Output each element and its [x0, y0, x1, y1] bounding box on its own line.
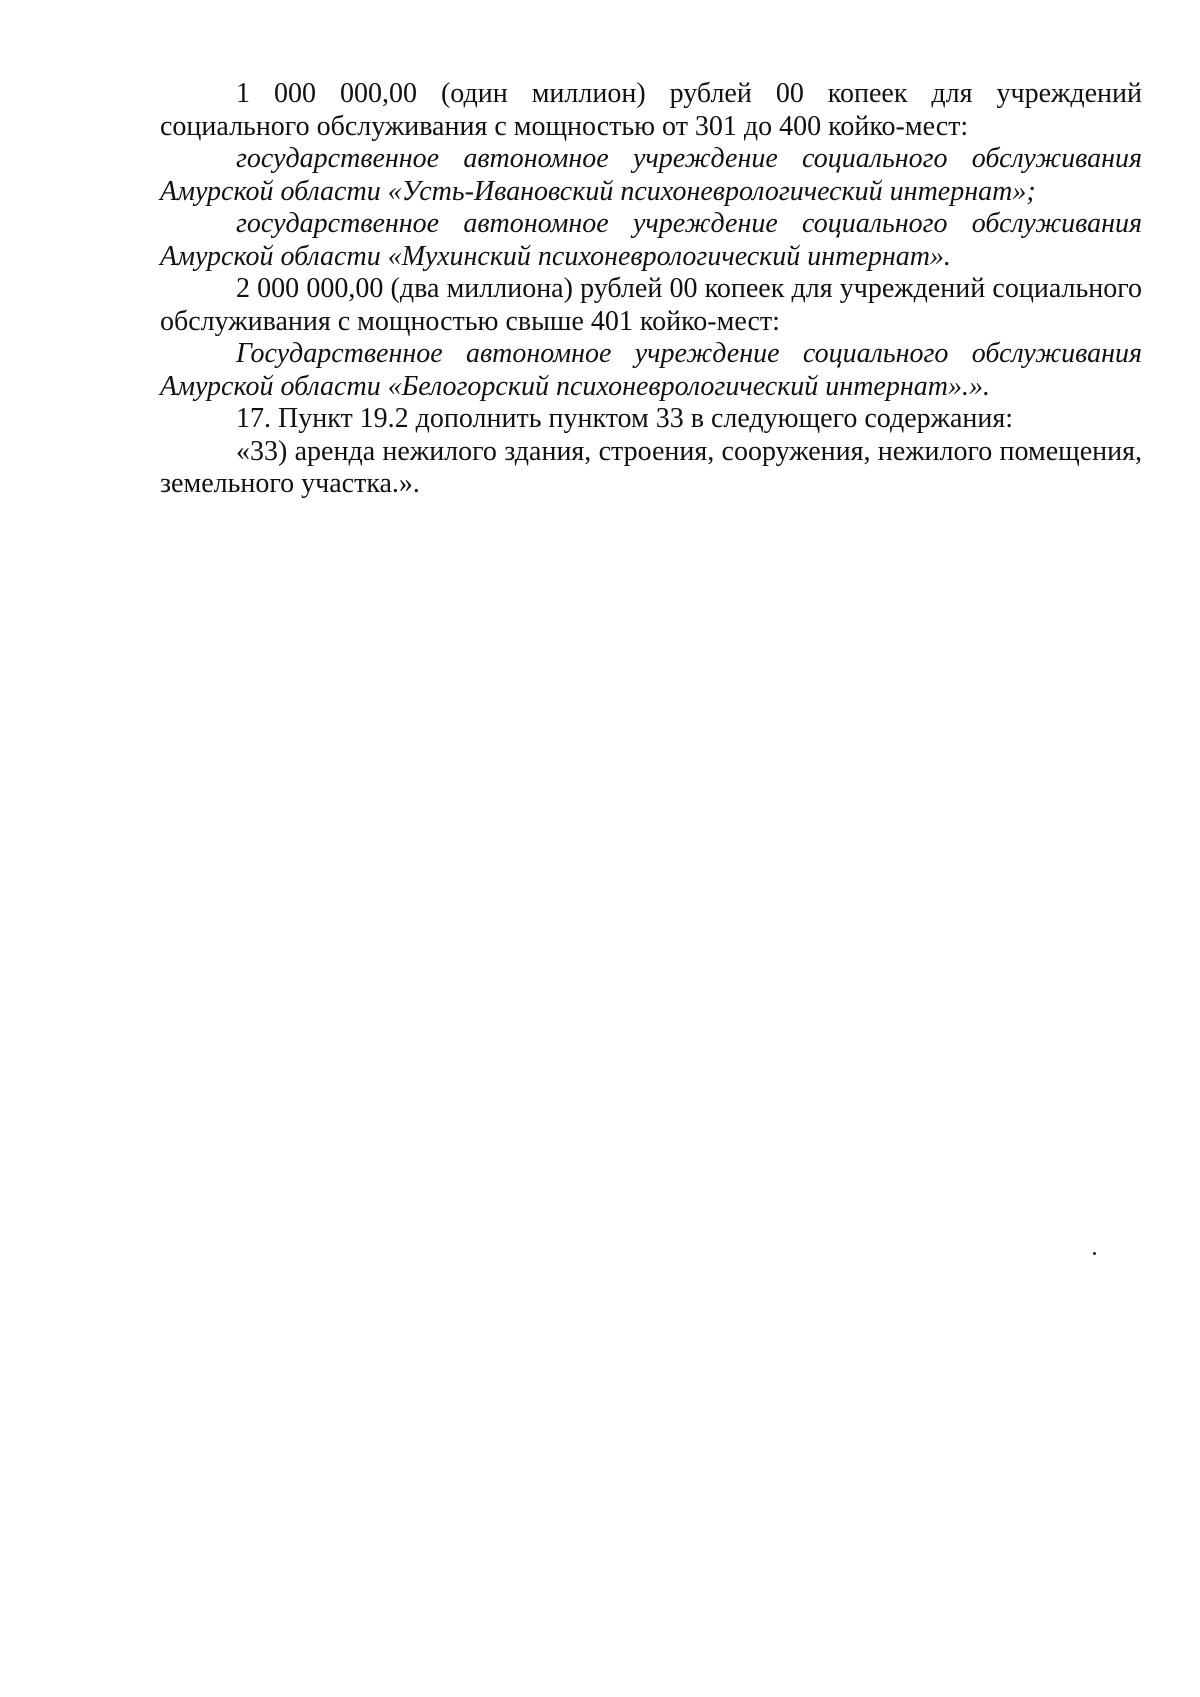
paragraph-belogorsky-internat: Государственное автономное учреждение социального обслуживания Амурской области «Белогорский психоневрологический интернат».». [160, 338, 1142, 402]
paragraph-item-17: 17. Пункт 19.2 дополнить пунктом 33 в следующего содержания: [236, 403, 1014, 434]
paragraph-amount-two-million: 2 000 000,00 (два миллиона) рублей 00 копеек для учреждений социального обслуживания с мощностью свыше 401 койко-мест: [160, 273, 1142, 337]
paragraph-item-33: «33) аренда нежилого здания, строения, сооружения, нежилого помещения, земельного участка.». [160, 435, 1142, 499]
scan-speck [1093, 1252, 1096, 1255]
paragraph-ust-ivanovsky-internat: государственное автономное учреждение социального обслуживания Амурской области «Усть-Ивановский психоневрологический интернат»; [160, 143, 1142, 207]
paragraph-amount-one-million: 1 000 000,00 (один миллион) рублей 00 копеек для учреждений социального обслуживания с мощностью от 301 до 400 койко-мест: [160, 78, 1142, 142]
paragraph-mukhinsky-internat: государственное автономное учреждение социального обслуживания Амурской области «Мухинский психоневрологический интернат». [160, 208, 1142, 272]
document-body [160, 78, 1142, 501]
